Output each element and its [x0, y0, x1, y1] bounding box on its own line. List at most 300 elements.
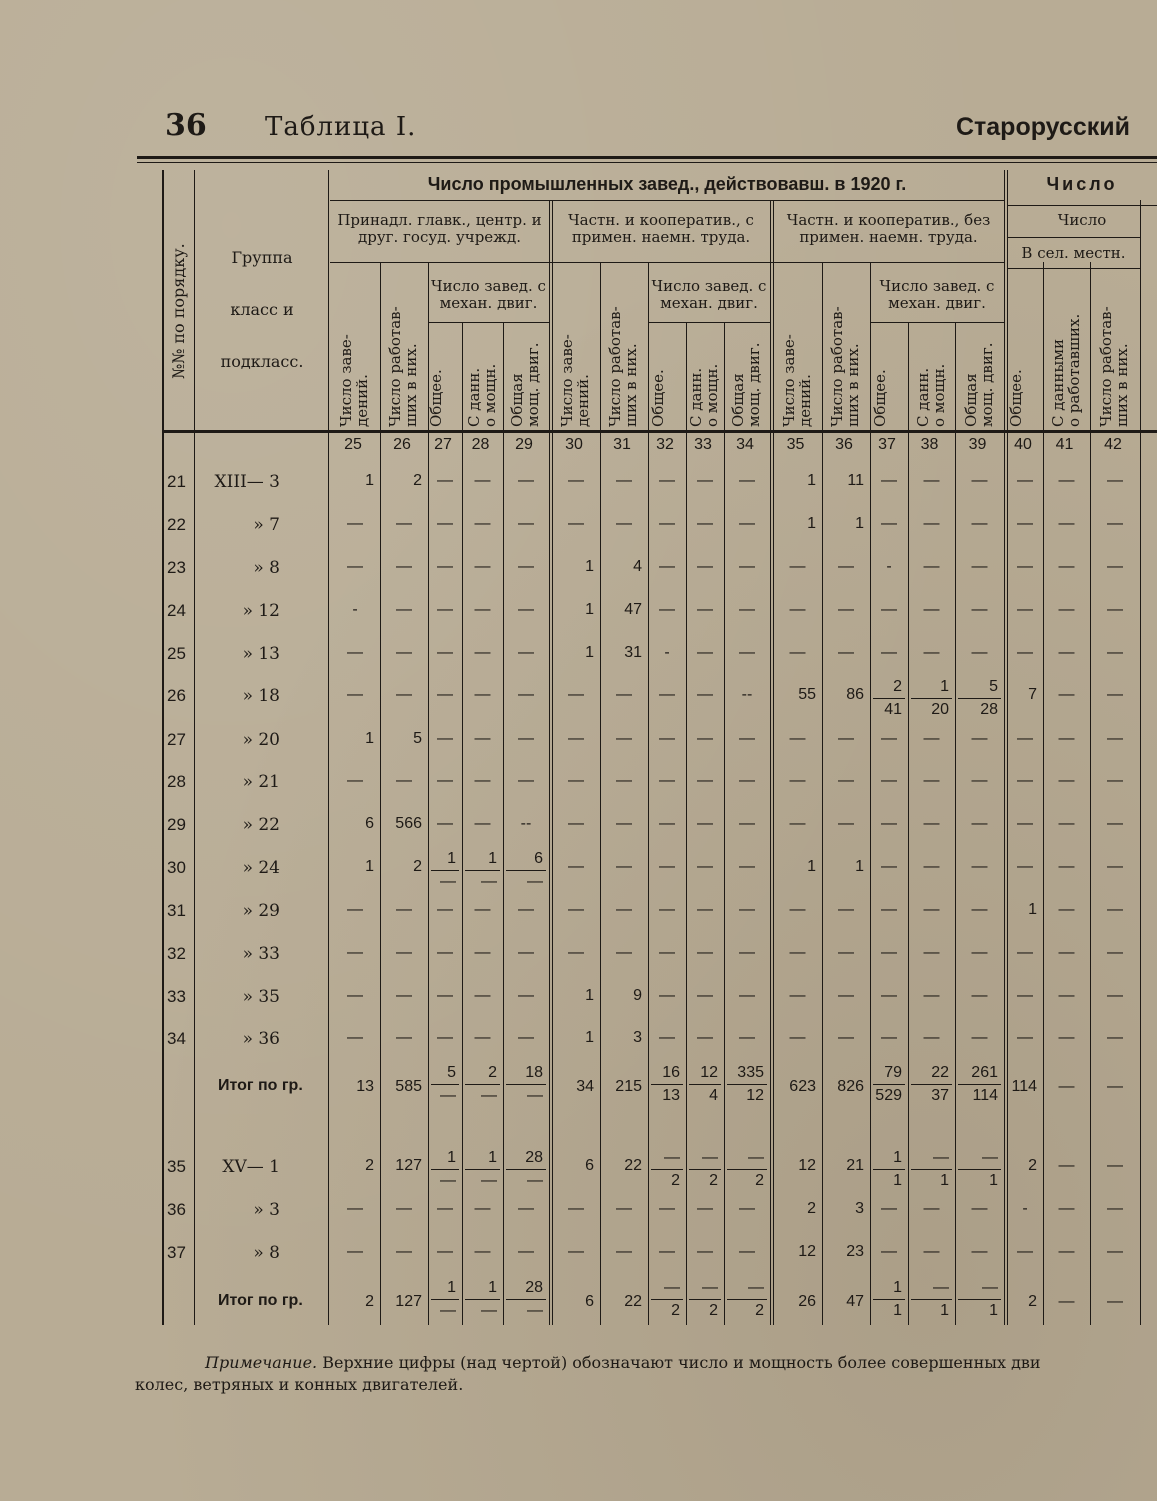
- cell-value: —: [396, 987, 412, 1004]
- cell-value: 1: [807, 515, 816, 532]
- cell-value: —: [474, 558, 491, 575]
- cell-value: —: [518, 987, 534, 1004]
- cell-value: —: [923, 472, 940, 489]
- cell-value: —: [697, 858, 713, 875]
- cell-value: —: [923, 987, 940, 1004]
- column-subheader: Число заве- дений.: [337, 334, 371, 427]
- cell-value-lower: 2: [755, 1302, 764, 1319]
- cell-value: —: [838, 987, 854, 1004]
- cell-value: —: [437, 1243, 453, 1260]
- group-class: » 8: [253, 558, 280, 578]
- cell-value: —: [739, 558, 755, 575]
- group-class: » 8: [253, 1243, 280, 1263]
- header-line: [1007, 268, 1140, 269]
- cell-value-lower: 1: [893, 1302, 902, 1319]
- cell-value-lower: —: [481, 1302, 497, 1319]
- cell-value: —: [474, 601, 491, 618]
- fraction-line: [689, 1299, 721, 1300]
- cell-value: 86: [846, 686, 864, 703]
- fraction-line: [506, 1299, 546, 1300]
- cell-value: 2: [1028, 1293, 1037, 1310]
- cell-value: —: [1058, 815, 1075, 832]
- cell-value: —: [789, 601, 806, 618]
- column-subheader: Общее.: [649, 369, 667, 427]
- cell-value: —: [971, 730, 988, 747]
- cell-value: 1: [585, 987, 594, 1004]
- cell-value: —: [396, 686, 412, 703]
- cell-value: —: [1017, 1243, 1033, 1260]
- cell-value: —: [923, 901, 940, 918]
- cell-value: —: [697, 601, 713, 618]
- cell-value: —: [739, 1029, 755, 1046]
- cell-value: —: [881, 987, 897, 1004]
- cell-value: —: [659, 987, 675, 1004]
- cell-value: —: [838, 644, 854, 661]
- cell-value: —: [739, 1243, 755, 1260]
- cell-value: —: [347, 772, 363, 789]
- column-number: 41: [1055, 436, 1074, 453]
- cell-value-lower: 2: [671, 1172, 680, 1189]
- table-border-left: [162, 170, 164, 1325]
- cell-value: 127: [395, 1157, 422, 1174]
- page-number: 36: [165, 108, 207, 143]
- cell-value-lower: 1: [989, 1302, 998, 1319]
- cell-value-upper: 1: [488, 1149, 497, 1166]
- cell-value: —: [881, 644, 897, 661]
- cell-value-upper: 5: [447, 1064, 456, 1081]
- cell-value-upper: 79: [884, 1064, 902, 1081]
- row-number: 29: [167, 815, 186, 834]
- cell-value: —: [971, 558, 988, 575]
- cell-value-lower: 1: [940, 1302, 949, 1319]
- fraction-line: [689, 1084, 721, 1085]
- cell-value: —: [1058, 772, 1075, 789]
- cell-value: —: [396, 1243, 412, 1260]
- cell-value: —: [1017, 644, 1033, 661]
- group-class: » 7: [253, 515, 280, 535]
- group2-header: Частн. и кооператив., с примен. наемн. труда.: [568, 211, 754, 246]
- column-number: 42: [1104, 436, 1122, 453]
- fraction-line: [911, 1084, 952, 1085]
- cell-value-upper: —: [664, 1149, 680, 1166]
- cell-value: —: [697, 987, 713, 1004]
- cell-value: 31: [624, 644, 642, 661]
- column-header-number: №№ по порядку.: [169, 243, 188, 379]
- cell-value: —: [971, 515, 988, 532]
- cell-value: 12: [798, 1157, 816, 1174]
- cell-value: —: [659, 686, 675, 703]
- cell-value: 6: [585, 1293, 594, 1310]
- fraction-line: [873, 698, 905, 699]
- cell-value: —: [1107, 1293, 1123, 1310]
- cell-value: 2: [1028, 1157, 1037, 1174]
- cell-value: —: [1107, 644, 1123, 661]
- cell-value-upper: 1: [893, 1279, 902, 1296]
- fraction-line: [727, 1084, 767, 1085]
- cell-value: 1: [855, 858, 864, 875]
- band-main-title: Число промышленных завед., действовавш. в 1920 г.: [427, 174, 907, 194]
- cell-value: —: [697, 558, 713, 575]
- cell-value-upper: 1: [447, 1149, 456, 1166]
- cell-value: —: [838, 772, 854, 789]
- cell-value: —: [474, 815, 491, 832]
- cell-value: --: [520, 815, 532, 832]
- fraction-line: [958, 1084, 1001, 1085]
- fraction-line: [506, 1169, 546, 1170]
- cell-value: 1: [1028, 901, 1037, 918]
- cell-value: —: [568, 815, 584, 832]
- cell-value: —: [437, 1029, 453, 1046]
- cell-value: —: [923, 1029, 940, 1046]
- column-header-group: Группа класс и подкласс.: [220, 248, 304, 371]
- cell-value: —: [739, 601, 755, 618]
- cell-value-lower: 20: [931, 701, 949, 718]
- cell-value: --: [741, 686, 753, 703]
- group-class: » 13: [242, 644, 280, 664]
- column-number: 32: [656, 436, 674, 453]
- fraction-line: [911, 1169, 952, 1170]
- column-subheader: Общая мощ. двиг.: [729, 342, 763, 427]
- cell-value-upper: 1: [488, 1279, 497, 1296]
- cell-value: —: [659, 1029, 675, 1046]
- cell-value-lower: —: [440, 1087, 456, 1104]
- cell-value: —: [568, 1243, 584, 1260]
- cell-value: —: [697, 515, 713, 532]
- cell-value: —: [697, 730, 713, 747]
- cell-value: —: [697, 1029, 713, 1046]
- cell-value: —: [881, 858, 897, 875]
- group3-header: Частн. и кооператив., без примен. наемн. труда.: [786, 211, 991, 246]
- group-total-label: Итог по гр.: [218, 1077, 303, 1094]
- cell-value: —: [1017, 601, 1033, 618]
- cell-value: 13: [356, 1078, 374, 1095]
- column-number: 35: [786, 436, 805, 453]
- band-right-title: Число: [1046, 174, 1118, 194]
- cell-value: —: [1107, 730, 1123, 747]
- column-number: 27: [434, 436, 452, 453]
- fraction-line: [689, 1169, 721, 1170]
- cell-value: —: [838, 944, 854, 961]
- cell-value: —: [881, 1029, 897, 1046]
- fraction-line: [431, 1169, 459, 1170]
- cell-value: —: [881, 772, 897, 789]
- cell-value-upper: 1: [940, 678, 949, 695]
- cell-value: —: [518, 772, 534, 789]
- column-number: 25: [344, 436, 362, 453]
- cell-value-upper: —: [664, 1279, 680, 1296]
- cell-value: —: [518, 472, 534, 489]
- row-number: 21: [167, 472, 186, 491]
- cell-value: 114: [1011, 1078, 1037, 1095]
- cell-value: —: [474, 1029, 491, 1046]
- cell-value: —: [437, 472, 453, 489]
- cell-value: 2: [413, 472, 422, 489]
- cell-value: —: [396, 1029, 412, 1046]
- fraction-line: [506, 1084, 546, 1085]
- cell-value-lower: —: [527, 873, 543, 890]
- fraction-line: [873, 1169, 905, 1170]
- fraction-line: [958, 1169, 1001, 1170]
- cell-value-lower: —: [527, 1302, 543, 1319]
- cell-value-lower: 529: [875, 1087, 902, 1104]
- fraction-line: [651, 1169, 683, 1170]
- cell-value: —: [1107, 944, 1123, 961]
- fraction-line: [465, 1084, 500, 1085]
- cell-value: 47: [846, 1293, 864, 1310]
- cell-value-upper: 16: [662, 1064, 680, 1081]
- cell-value: 1: [365, 858, 374, 875]
- group-class: » 36: [242, 1029, 280, 1049]
- footnote-line2: колес, ветряных и конных двигателей.: [135, 1375, 464, 1394]
- group-class: » 12: [242, 601, 280, 621]
- cell-value: —: [697, 901, 713, 918]
- cell-value: —: [971, 772, 988, 789]
- cell-value: —: [838, 901, 854, 918]
- cell-value: —: [838, 815, 854, 832]
- cell-value: —: [659, 601, 675, 618]
- cell-value: —: [396, 944, 412, 961]
- cell-value: —: [437, 686, 453, 703]
- cell-value: —: [347, 558, 363, 575]
- mech-engine-header: Число завед. с механ. двиг.: [431, 277, 546, 312]
- header-line: [428, 322, 549, 323]
- cell-value: —: [789, 944, 806, 961]
- row-number: 23: [167, 558, 186, 577]
- cell-value: 3: [855, 1200, 864, 1217]
- cell-value: —: [739, 472, 755, 489]
- row-number: 36: [167, 1200, 186, 1219]
- cell-value: —: [838, 558, 854, 575]
- cell-value: —: [881, 472, 897, 489]
- column-number: 30: [565, 436, 583, 453]
- cell-value: —: [568, 686, 584, 703]
- column-number: 26: [393, 436, 411, 453]
- cell-value: 6: [585, 1157, 594, 1174]
- cell-value: —: [923, 944, 940, 961]
- cell-value: —: [789, 644, 806, 661]
- group-class: » 21: [242, 772, 280, 792]
- table-title: Таблица I.: [265, 112, 417, 142]
- cell-value: —: [971, 601, 988, 618]
- header-line: [870, 322, 1004, 323]
- cell-value-upper: 6: [534, 850, 543, 867]
- row-number: 34: [167, 1029, 186, 1048]
- footnote-label: Примечание.: [205, 1353, 318, 1372]
- cell-value-lower: 28: [980, 701, 998, 718]
- column-subheader: Число работав- ших в них.: [386, 306, 420, 427]
- cell-value: —: [568, 901, 584, 918]
- header-bottom-rule: [164, 430, 1157, 433]
- column-subheader: Общее.: [427, 369, 445, 427]
- fraction-line: [431, 1299, 459, 1300]
- cell-value: —: [396, 1200, 412, 1217]
- cell-value: 1: [585, 558, 594, 575]
- cell-value: —: [1058, 1200, 1075, 1217]
- cell-value: —: [1107, 515, 1123, 532]
- cell-value: 623: [789, 1078, 816, 1095]
- column-number: 36: [835, 436, 853, 453]
- column-number: 31: [613, 436, 631, 453]
- cell-value: —: [971, 944, 988, 961]
- row-number: 35: [167, 1157, 186, 1176]
- cell-value: —: [789, 901, 806, 918]
- row-number: 24: [167, 601, 186, 620]
- cell-value: —: [616, 1200, 632, 1217]
- cell-value: —: [1017, 815, 1033, 832]
- cell-value: —: [1058, 858, 1075, 875]
- cell-value: —: [789, 1029, 806, 1046]
- cell-value: —: [568, 515, 584, 532]
- fraction-line: [911, 698, 952, 699]
- cell-value: —: [659, 944, 675, 961]
- cell-value: —: [838, 1029, 854, 1046]
- cell-value: —: [616, 1243, 632, 1260]
- cell-value: —: [659, 730, 675, 747]
- cell-value: —: [1107, 772, 1123, 789]
- cell-value: —: [437, 944, 453, 961]
- cell-value-upper: —: [748, 1279, 764, 1296]
- cell-value: —: [347, 944, 363, 961]
- cell-value: —: [347, 515, 363, 532]
- cell-value: 1: [807, 858, 816, 875]
- fraction-line: [958, 1299, 1001, 1300]
- row-number: 25: [167, 644, 186, 663]
- top-rule-thin: [137, 162, 1157, 163]
- cell-value: —: [1058, 515, 1075, 532]
- cell-value: —: [739, 944, 755, 961]
- cell-value-upper: 335: [737, 1064, 764, 1081]
- cell-value: —: [568, 1200, 584, 1217]
- fraction-line: [465, 1169, 500, 1170]
- cell-value-upper: —: [702, 1149, 718, 1166]
- cell-value: —: [697, 686, 713, 703]
- cell-value: —: [697, 772, 713, 789]
- cell-value: —: [881, 944, 897, 961]
- column-subheader: Общая мощ. двиг.: [508, 342, 542, 427]
- cell-value: —: [568, 858, 584, 875]
- column-subheader: Общая мощ. двиг.: [961, 342, 996, 427]
- cell-value: —: [659, 772, 675, 789]
- cell-value: —: [474, 686, 491, 703]
- fraction-line: [465, 1299, 500, 1300]
- column-subheader: Общее.: [871, 369, 889, 427]
- cell-value: 34: [576, 1078, 594, 1095]
- cell-value: 11: [847, 472, 864, 489]
- cell-value: —: [1017, 944, 1033, 961]
- cell-value: —: [881, 730, 897, 747]
- fraction-line: [465, 870, 500, 871]
- cell-value: -: [1022, 1200, 1028, 1217]
- cell-value-lower: 2: [709, 1302, 718, 1319]
- fraction-line: [651, 1084, 683, 1085]
- cell-value: —: [739, 901, 755, 918]
- row-number: 32: [167, 944, 186, 963]
- cell-value: —: [1107, 987, 1123, 1004]
- cell-value: —: [396, 901, 412, 918]
- column-subheader: Число заве- дений.: [558, 334, 592, 427]
- cell-value: —: [1107, 1078, 1123, 1095]
- group-class: » 18: [242, 686, 280, 706]
- cell-value: —: [923, 1200, 940, 1217]
- cell-value: —: [616, 686, 632, 703]
- fraction-line: [873, 1084, 905, 1085]
- row-number: 31: [167, 901, 186, 920]
- cell-value: —: [789, 772, 806, 789]
- cell-value: —: [1058, 944, 1075, 961]
- column-subheader: С данными о работавших.: [1048, 313, 1083, 427]
- cell-value: —: [739, 815, 755, 832]
- group-class: » 24: [242, 858, 280, 878]
- cell-value: —: [616, 730, 632, 747]
- cell-value: —: [923, 730, 940, 747]
- cell-value-upper: 1: [447, 1279, 456, 1296]
- cell-value-lower: —: [440, 873, 456, 890]
- cell-value: 566: [395, 815, 422, 832]
- cell-value: —: [518, 601, 534, 618]
- cell-value: —: [568, 730, 584, 747]
- cell-value: —: [971, 815, 988, 832]
- cell-value-lower: 41: [884, 701, 902, 718]
- cell-value: —: [881, 1200, 897, 1217]
- column-subheader: Число заве- дений.: [779, 334, 814, 427]
- cell-value: —: [659, 558, 675, 575]
- cell-value: 22: [624, 1157, 642, 1174]
- cell-value: —: [789, 558, 806, 575]
- cell-value: —: [1107, 686, 1123, 703]
- footnote: [135, 1352, 1115, 1396]
- cell-value: —: [739, 730, 755, 747]
- group-class: XV— 1: [222, 1157, 280, 1177]
- cell-value-upper: 2: [488, 1064, 497, 1081]
- cell-value: —: [1107, 858, 1123, 875]
- column-subheader: С данн. о мощн.: [687, 363, 721, 427]
- group-class: » 20: [242, 730, 280, 750]
- cell-value: —: [697, 944, 713, 961]
- cell-value: —: [1058, 730, 1075, 747]
- cell-value: —: [518, 515, 534, 532]
- cell-value-lower: 1: [893, 1172, 902, 1189]
- cell-value: —: [697, 815, 713, 832]
- cell-value-lower: 114: [972, 1087, 998, 1104]
- cell-value: —: [923, 815, 940, 832]
- cell-value-upper: 28: [525, 1279, 543, 1296]
- cell-value-lower: 2: [709, 1172, 718, 1189]
- cell-value: 826: [837, 1078, 864, 1095]
- cell-value: —: [923, 515, 940, 532]
- cell-value: —: [437, 644, 453, 661]
- band-right-subtitle: Число: [1057, 211, 1107, 229]
- cell-value: —: [474, 944, 491, 961]
- cell-value: —: [881, 901, 897, 918]
- group-total-label: Итог по гр.: [218, 1292, 303, 1309]
- fraction-line: [651, 1299, 683, 1300]
- cell-value: —: [396, 601, 412, 618]
- cell-value: —: [474, 772, 491, 789]
- cell-value: —: [347, 686, 363, 703]
- cell-value: —: [659, 901, 675, 918]
- cell-value: —: [1107, 815, 1123, 832]
- cell-value: —: [1017, 558, 1033, 575]
- cell-value: —: [881, 815, 897, 832]
- cell-value: 23: [846, 1243, 864, 1260]
- group1-header: Принадл. главк., центр. и друг. госуд. учрежд.: [337, 211, 542, 246]
- cell-value-lower: 12: [746, 1087, 764, 1104]
- cell-value: 1: [365, 472, 374, 489]
- cell-value: —: [437, 730, 453, 747]
- group-class: » 29: [242, 901, 280, 921]
- cell-value: —: [697, 1243, 713, 1260]
- cell-value: 26: [798, 1293, 816, 1310]
